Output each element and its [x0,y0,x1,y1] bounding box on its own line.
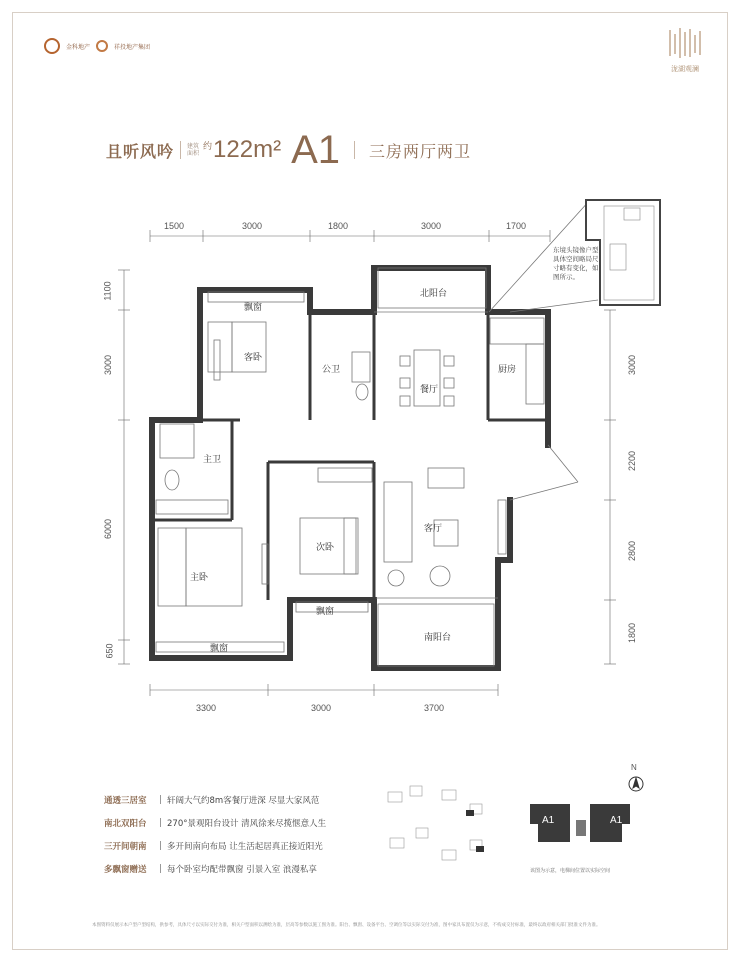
dim-left-3: 6000 [103,518,114,540]
dim-top-2: 3000 [242,221,263,231]
label-north-balcony: 北阳台 [420,289,448,299]
developer-logo-2: 祥投地产集团 [114,43,151,51]
label-kitchen: 厨房 [498,365,517,375]
developer-logo-1: 金科地产 [66,43,91,51]
disclaimer: 本图资料仅展示本户型户型结构，供参考，具体尺寸以实际交付为准，相关户型面积以测绘为准，层高等参数以施工图为准。阳台、飘窗、设备平台、空调位等以实际交付为准，图中家具布置仅为示意，不构成交付标准，最终以政府相关部门批准文件为准。 [92,923,601,928]
feature-item [104,811,374,834]
location-label-left: A1 [542,815,555,826]
dim-left-4: 650 [104,643,115,659]
label-bay-window-top: 飘窗 [244,303,263,313]
dim-top-5: 1700 [506,221,527,231]
feature-divider [160,795,161,804]
area-value: 122m² [213,136,282,163]
label-public-bath: 公卫 [322,365,341,375]
label-second-bedroom: 次卧 [316,543,335,553]
label-bay-window-second: 飘窗 [316,607,335,617]
label-bay-window-master: 飘窗 [210,644,229,654]
feature-list [104,788,374,880]
dim-left-1: 1100 [102,281,113,301]
label-living-room: 客厅 [424,524,443,534]
feature-value: 轩阔大气约8m客餐厅进深 尽显大家风范 [167,795,320,806]
area-label-bottom: 面积 [187,150,200,157]
feature-divider [160,864,161,873]
feature-value: 270°景观阳台设计 清风徐来尽揽惬意人生 [167,818,327,829]
dim-top-4: 3000 [421,221,442,231]
label-master-bath: 主卫 [203,455,222,465]
feature-key: 三开间朝南 [104,841,147,852]
feature-item [104,834,374,857]
label-guest-bedroom: 客卧 [244,353,263,363]
feature-divider [160,841,161,850]
feature-divider [160,818,161,827]
feature-value: 多开间南向布局 让生活起居真正接近阳光 [167,841,323,852]
feature-key: 通透三居室 [104,795,147,806]
area-label-top: 建筑 [187,143,200,150]
plan-slogan: 且听风吟 [106,141,175,161]
site-plan-thumbnails [380,780,510,880]
layout-type: 三房两厅两卫 [369,141,472,161]
dim-top-1: 1500 [164,221,185,231]
compass-north: N [631,763,637,772]
unit-code: A1 [291,127,340,172]
dim-right-3: 2800 [627,540,638,562]
label-master-bedroom: 主卧 [190,573,209,583]
location-map-caption: 该图为示意，电梯间位置以实际空间 [530,868,611,874]
dim-bottom-1: 3300 [196,703,217,713]
feature-key: 南北双阳台 [104,818,147,829]
dim-bottom-3: 3700 [424,703,445,713]
area-prefix: 约 [203,141,213,152]
feature-item [104,788,374,811]
dim-top-3: 1800 [328,221,349,231]
location-label-right: A1 [610,815,623,826]
kitchen-inset-note: 东境头镜像户型具体空间略局尺寸略有变化，如图所示。 [553,246,599,281]
building-location-map [520,764,660,864]
dim-right-2: 2200 [627,450,638,472]
dim-left-2: 3000 [103,354,114,376]
label-dining: 餐厅 [420,385,439,395]
dim-right-1: 3000 [627,354,638,376]
dim-bottom-2: 3000 [311,703,332,713]
dim-right-4: 1800 [627,622,638,644]
feature-item [104,857,374,880]
label-south-balcony: 南阳台 [424,633,452,643]
feature-key: 多飘窗赠送 [104,864,147,875]
project-logo-text: 泷湖观澜 [671,65,699,73]
feature-value: 每个卧室均配带飘窗 引景入室 浪漫私享 [167,864,317,875]
